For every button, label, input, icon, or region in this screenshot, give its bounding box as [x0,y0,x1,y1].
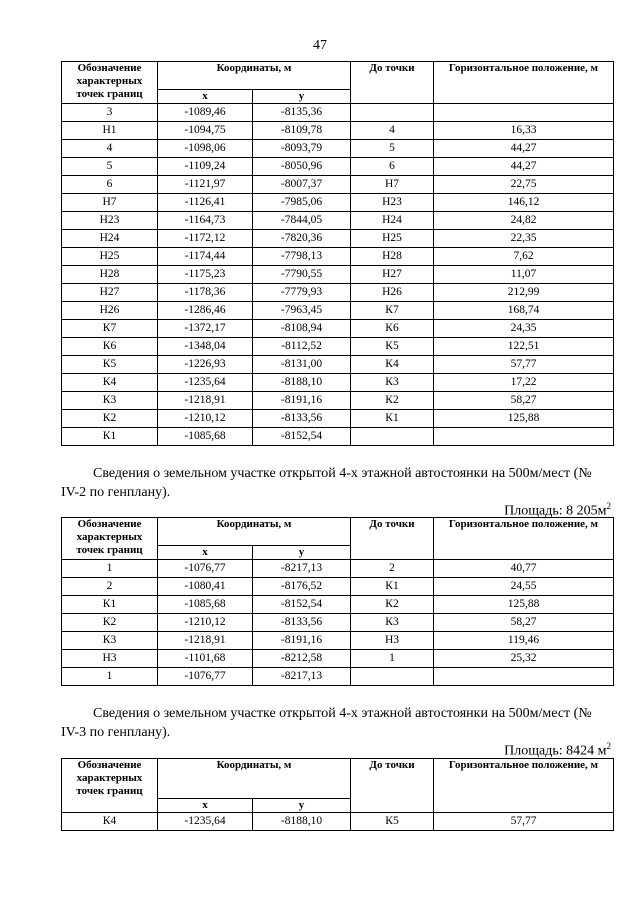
table-row [62,813,614,831]
coord-x-cell: -1172,12 [158,230,253,248]
coord-x-cell: -1098,06 [158,140,253,158]
coord-y-cell: -8007,37 [253,176,351,194]
table-row [62,302,614,320]
coord-y-cell: -8188,10 [253,813,351,831]
point-designation-cell: 5 [62,158,158,176]
coord-y-cell: -8093,79 [253,140,351,158]
point-designation-cell: К4 [62,813,158,831]
point-designation-cell: Н7 [62,194,158,212]
horizontal-distance-cell: 58,27 [434,392,614,410]
point-designation-cell: К3 [62,632,158,650]
table-row [62,428,614,446]
coord-x-cell: -1126,41 [158,194,253,212]
coord-x-cell: -1218,91 [158,392,253,410]
point-designation-cell: 1 [62,560,158,578]
coord-y-cell: -8133,56 [253,614,351,632]
table-row [62,248,614,266]
table-row [62,596,614,614]
coord-y-cell: -8112,52 [253,338,351,356]
header-to-point: До точки [351,759,434,813]
to-point-cell: К6 [351,320,434,338]
point-designation-cell: К1 [62,428,158,446]
table-row [62,410,614,428]
horizontal-distance-cell: 24,35 [434,320,614,338]
to-point-cell: К2 [351,596,434,614]
coord-x-cell: -1094,75 [158,122,253,140]
table-row [62,140,614,158]
to-point-cell: Н28 [351,248,434,266]
horizontal-distance-cell: 119,46 [434,632,614,650]
coord-x-cell: -1101,68 [158,650,253,668]
point-designation-cell: К4 [62,374,158,392]
to-point-cell: К2 [351,392,434,410]
coord-y-cell: -8133,56 [253,410,351,428]
horizontal-distance-cell: 122,51 [434,338,614,356]
coord-y-cell: -8108,94 [253,320,351,338]
horizontal-distance-cell: 22,35 [434,230,614,248]
table-row [62,650,614,668]
to-point-cell: Н3 [351,632,434,650]
coord-x-cell: -1372,17 [158,320,253,338]
table-row [62,212,614,230]
coord-y-cell: -7844,05 [253,212,351,230]
horizontal-distance-cell: 24,82 [434,212,614,230]
point-designation-cell: Н25 [62,248,158,266]
coord-y-cell: -7779,93 [253,284,351,302]
point-designation-cell: 6 [62,176,158,194]
table-row [62,266,614,284]
to-point-cell: 2 [351,560,434,578]
point-designation-cell: К7 [62,320,158,338]
header-x: x [158,799,253,813]
point-designation-cell: К1 [62,596,158,614]
section-2-description: Сведения о земельном участке открытой 4-х этажной автостоянки на 500м/мест (№ IV-2 по генплану). [61,466,592,500]
header-coordinates: Координаты, м [158,759,351,799]
horizontal-distance-cell: 22,75 [434,176,614,194]
table-row [62,338,614,356]
to-point-cell: К3 [351,614,434,632]
coord-x-cell: -1174,44 [158,248,253,266]
table-row [62,632,614,650]
coord-x-cell: -1076,77 [158,668,253,686]
to-point-cell: К3 [351,374,434,392]
coord-y-cell: -8176,52 [253,578,351,596]
section-3-area-unit: 2 [606,741,611,751]
coord-x-cell: -1085,68 [158,428,253,446]
header-coordinates: Координаты, м [158,518,351,546]
coord-y-cell: -8191,16 [253,632,351,650]
coord-x-cell: -1348,04 [158,338,253,356]
coordinates-table-2 [61,517,614,686]
table-row [62,122,614,140]
point-designation-cell: Н3 [62,650,158,668]
horizontal-distance-cell: 57,77 [434,813,614,831]
table-row [62,374,614,392]
to-point-cell: Н25 [351,230,434,248]
coord-x-cell: -1085,68 [158,596,253,614]
to-point-cell: К4 [351,356,434,374]
horizontal-distance-cell: 146,12 [434,194,614,212]
coordinates-table-1 [61,61,614,446]
coord-x-cell: -1226,93 [158,356,253,374]
to-point-cell: Н27 [351,266,434,284]
horizontal-distance-cell: 44,27 [434,140,614,158]
coord-x-cell: -1286,46 [158,302,253,320]
point-designation-cell: 3 [62,104,158,122]
to-point-cell: 6 [351,158,434,176]
header-x: x [158,546,253,560]
table-row [62,194,614,212]
to-point-cell: К7 [351,302,434,320]
table-row [62,560,614,578]
point-designation-cell: К3 [62,392,158,410]
coord-y-cell: -8131,00 [253,356,351,374]
to-point-cell [351,428,434,446]
coord-x-cell: -1210,12 [158,614,253,632]
coordinates-table-3 [61,758,614,831]
section-3-description: Сведения о земельном участке открытой 4-х этажной автостоянки на 500м/мест (№ IV-3 по генплану). [61,706,592,740]
to-point-cell: Н26 [351,284,434,302]
coord-y-cell: -7820,36 [253,230,351,248]
to-point-cell: К1 [351,410,434,428]
horizontal-distance-cell: 57,77 [434,356,614,374]
point-designation-cell: К2 [62,614,158,632]
horizontal-distance-cell [434,104,614,122]
horizontal-distance-cell: 125,88 [434,410,614,428]
header-y: y [253,799,351,813]
horizontal-distance-cell: 24,55 [434,578,614,596]
table-row [62,320,614,338]
to-point-cell: Н24 [351,212,434,230]
to-point-cell: К1 [351,578,434,596]
to-point-cell: Н7 [351,176,434,194]
point-designation-cell: 1 [62,668,158,686]
horizontal-distance-cell: 16,33 [434,122,614,140]
point-designation-cell: 4 [62,140,158,158]
point-designation-cell: К5 [62,356,158,374]
horizontal-distance-cell: 25,32 [434,650,614,668]
coord-x-cell: -1121,97 [158,176,253,194]
coord-y-cell: -8109,78 [253,122,351,140]
coord-y-cell: -8188,10 [253,374,351,392]
header-designation: Обозначение характерных точек границ [62,62,158,104]
coord-y-cell: -7985,06 [253,194,351,212]
header-y: y [253,546,351,560]
horizontal-distance-cell: 125,88 [434,596,614,614]
coord-x-cell: -1235,64 [158,374,253,392]
point-designation-cell: Н27 [62,284,158,302]
table-row [62,176,614,194]
coord-y-cell: -8152,54 [253,596,351,614]
page-number: 47 [313,38,327,53]
table-row [62,158,614,176]
section-2-area-label: Площадь: 8 205м [504,503,607,519]
to-point-cell [351,104,434,122]
point-designation-cell: Н26 [62,302,158,320]
to-point-cell: 1 [351,650,434,668]
table-row [62,614,614,632]
coord-x-cell: -1175,23 [158,266,253,284]
horizontal-distance-cell: 40,77 [434,560,614,578]
header-horizontal: Горизонтальное положение, м [434,759,614,813]
to-point-cell: К5 [351,338,434,356]
header-designation: Обозначение характерных точек границ [62,759,158,813]
section-2-area-unit: 2 [606,501,611,511]
coord-y-cell: -7798,13 [253,248,351,266]
horizontal-distance-cell: 17,22 [434,374,614,392]
coord-y-cell: -8191,16 [253,392,351,410]
header-to-point: До точки [351,518,434,560]
horizontal-distance-cell: 11,07 [434,266,614,284]
horizontal-distance-cell: 168,74 [434,302,614,320]
header-designation: Обозначение характерных точек границ [62,518,158,560]
coord-y-cell: -8217,13 [253,560,351,578]
coord-x-cell: -1164,73 [158,212,253,230]
coord-x-cell: -1218,91 [158,632,253,650]
point-designation-cell: 2 [62,578,158,596]
coord-y-cell: -8135,36 [253,104,351,122]
point-designation-cell: Н28 [62,266,158,284]
to-point-cell [351,668,434,686]
header-horizontal: Горизонтальное положение, м [434,62,614,104]
to-point-cell: 5 [351,140,434,158]
section-3-area [504,741,611,760]
coord-y-cell: -7963,45 [253,302,351,320]
coord-x-cell: -1235,64 [158,813,253,831]
table-row [62,104,614,122]
horizontal-distance-cell: 58,27 [434,614,614,632]
coord-x-cell: -1178,36 [158,284,253,302]
header-x: x [158,90,253,104]
table-row [62,668,614,686]
table-row [62,578,614,596]
point-designation-cell: Н23 [62,212,158,230]
horizontal-distance-cell: 7,62 [434,248,614,266]
to-point-cell: 4 [351,122,434,140]
point-designation-cell: К6 [62,338,158,356]
point-designation-cell: Н1 [62,122,158,140]
to-point-cell: К5 [351,813,434,831]
horizontal-distance-cell [434,668,614,686]
header-horizontal: Горизонтальное положение, м [434,518,614,560]
coord-y-cell: -8212,58 [253,650,351,668]
coord-x-cell: -1210,12 [158,410,253,428]
horizontal-distance-cell: 212,99 [434,284,614,302]
header-to-point: До точки [351,62,434,104]
coord-y-cell: -7790,55 [253,266,351,284]
table-row [62,230,614,248]
horizontal-distance-cell [434,428,614,446]
coord-x-cell: -1089,46 [158,104,253,122]
header-coordinates: Координаты, м [158,62,351,90]
coord-y-cell: -8152,54 [253,428,351,446]
coord-x-cell: -1076,77 [158,560,253,578]
table-row [62,284,614,302]
to-point-cell: Н23 [351,194,434,212]
point-designation-cell: К2 [62,410,158,428]
point-designation-cell: Н24 [62,230,158,248]
coord-y-cell: -8050,96 [253,158,351,176]
horizontal-distance-cell: 44,27 [434,158,614,176]
table-row [62,392,614,410]
header-y: y [253,90,351,104]
coord-x-cell: -1109,24 [158,158,253,176]
section-3-area-label: Площадь: 8424 м [504,743,607,759]
coord-x-cell: -1080,41 [158,578,253,596]
table-row [62,356,614,374]
coord-y-cell: -8217,13 [253,668,351,686]
